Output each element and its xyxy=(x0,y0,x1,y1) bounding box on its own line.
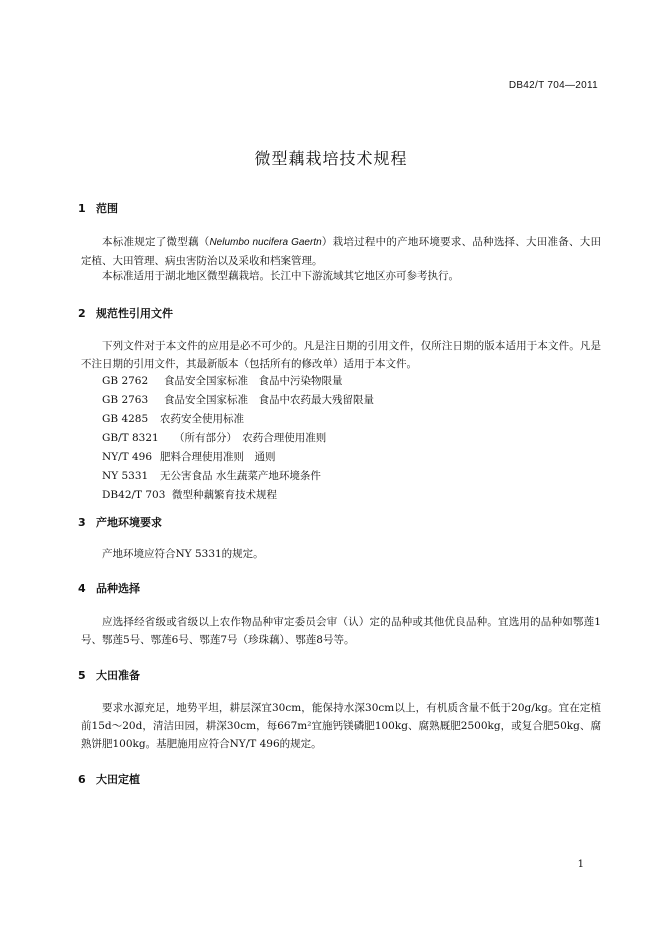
ref-item xyxy=(102,429,374,448)
ref-code: DB42/T 703 xyxy=(102,489,166,501)
variety-paragraph: 应选择经省级或省级以上农作物品种审定委员会审（认）定的品种或其他优良品种。宜选用的品种如鄂莲1号、鄂莲5号、鄂莲6号、鄂莲7号（珍珠藕）、鄂莲8号等。 xyxy=(81,616,601,646)
section-title: 产地环境要求 xyxy=(96,516,162,529)
section-5-heading xyxy=(78,667,140,683)
section-title: 范围 xyxy=(96,202,118,215)
refs-intro-paragraph: 下列文件对于本文件的应用是必不可少的。凡是注日期的引用文件，仅所注日期的版本适用于本文件。凡是不注日期的引用文件，其最新版本（包括所有的修改单）适用于本文件。 xyxy=(81,340,601,370)
section-title: 规范性引用文件 xyxy=(96,307,173,320)
page-number: 1 xyxy=(577,859,584,870)
ref-item xyxy=(102,467,374,486)
section-2-heading xyxy=(78,305,173,321)
standard-code: DB42/T 704—2011 xyxy=(508,80,598,91)
document-title: 微型藕栽培技术规程 xyxy=(254,149,408,168)
ref-title: 无公害食品 水生蔬菜产地环境条件 xyxy=(160,470,321,482)
ref-item xyxy=(102,410,374,429)
section-number: 2 xyxy=(78,307,86,320)
ref-title: 微型种藕繁育技术规程 xyxy=(172,489,277,501)
ref-item xyxy=(102,372,374,391)
section-4-heading xyxy=(78,580,140,596)
ref-code: GB 2762 xyxy=(102,375,149,387)
ref-item xyxy=(102,486,374,505)
ref-code: GB/T 8321 xyxy=(102,432,159,444)
section-number: 1 xyxy=(78,202,86,215)
ref-code: NY 5331 xyxy=(102,470,149,482)
section-title: 大田定植 xyxy=(96,773,140,786)
ref-code: GB 4285 xyxy=(102,413,149,425)
ref-title: 食品安全国家标准 食品中污染物限量 xyxy=(164,375,343,387)
section-title: 大田准备 xyxy=(96,669,140,682)
ref-item xyxy=(102,448,374,467)
section-6-heading xyxy=(78,771,140,787)
ref-item xyxy=(102,391,374,410)
scope-paragraph-2: 本标准适用于湖北地区微型藕栽培。长江中下游流域其它地区亦可参考执行。 xyxy=(102,270,459,282)
ref-title: 食品安全国家标准 食品中农药最大残留限量 xyxy=(164,394,374,406)
section-1-heading xyxy=(78,200,118,216)
section-number: 5 xyxy=(78,669,86,682)
scope-paragraph-1 xyxy=(81,233,601,270)
scope-latin-name: Nelumbo nucifera Gaertn xyxy=(209,237,322,248)
section-title: 品种选择 xyxy=(96,582,140,595)
section-number: 3 xyxy=(78,516,86,529)
ref-title: 肥料合理使用准则 通则 xyxy=(160,451,276,463)
section-number: 6 xyxy=(78,773,86,786)
section-number: 4 xyxy=(78,582,86,595)
section-3-heading xyxy=(78,514,162,530)
environment-paragraph: 产地环境应符合NY 5331的规定。 xyxy=(102,548,264,560)
ref-title: 农药安全使用标准 xyxy=(160,413,244,425)
normative-refs-list xyxy=(102,372,374,505)
field-prep-paragraph: 要求水源充足，地势平坦，耕层深宜30cm，能保持水深30cm以上，有机质含量不低于20g/kg。宜在定植前15d～20d，清洁田园，耕深30cm，每667m²宜施钙镁磷肥100kg、腐熟厩肥2500kg，或复合肥50kg、腐熟饼肥100kg。基肥施用应符合NY/T 496的规定。 xyxy=(81,702,601,750)
ref-code: NY/T 496 xyxy=(102,451,153,463)
ref-code: GB 2763 xyxy=(102,394,149,406)
scope-text-after: ）栽培过程中的产地环境要求、品种选择、大田准备、大田定植、大田管理、病虫害防治以及采收和档案管理。 xyxy=(81,236,602,267)
ref-title: （所有部分） 农药合理使用准则 xyxy=(174,432,327,444)
scope-text-before: 本标准规定了微型藕（ xyxy=(102,236,210,248)
